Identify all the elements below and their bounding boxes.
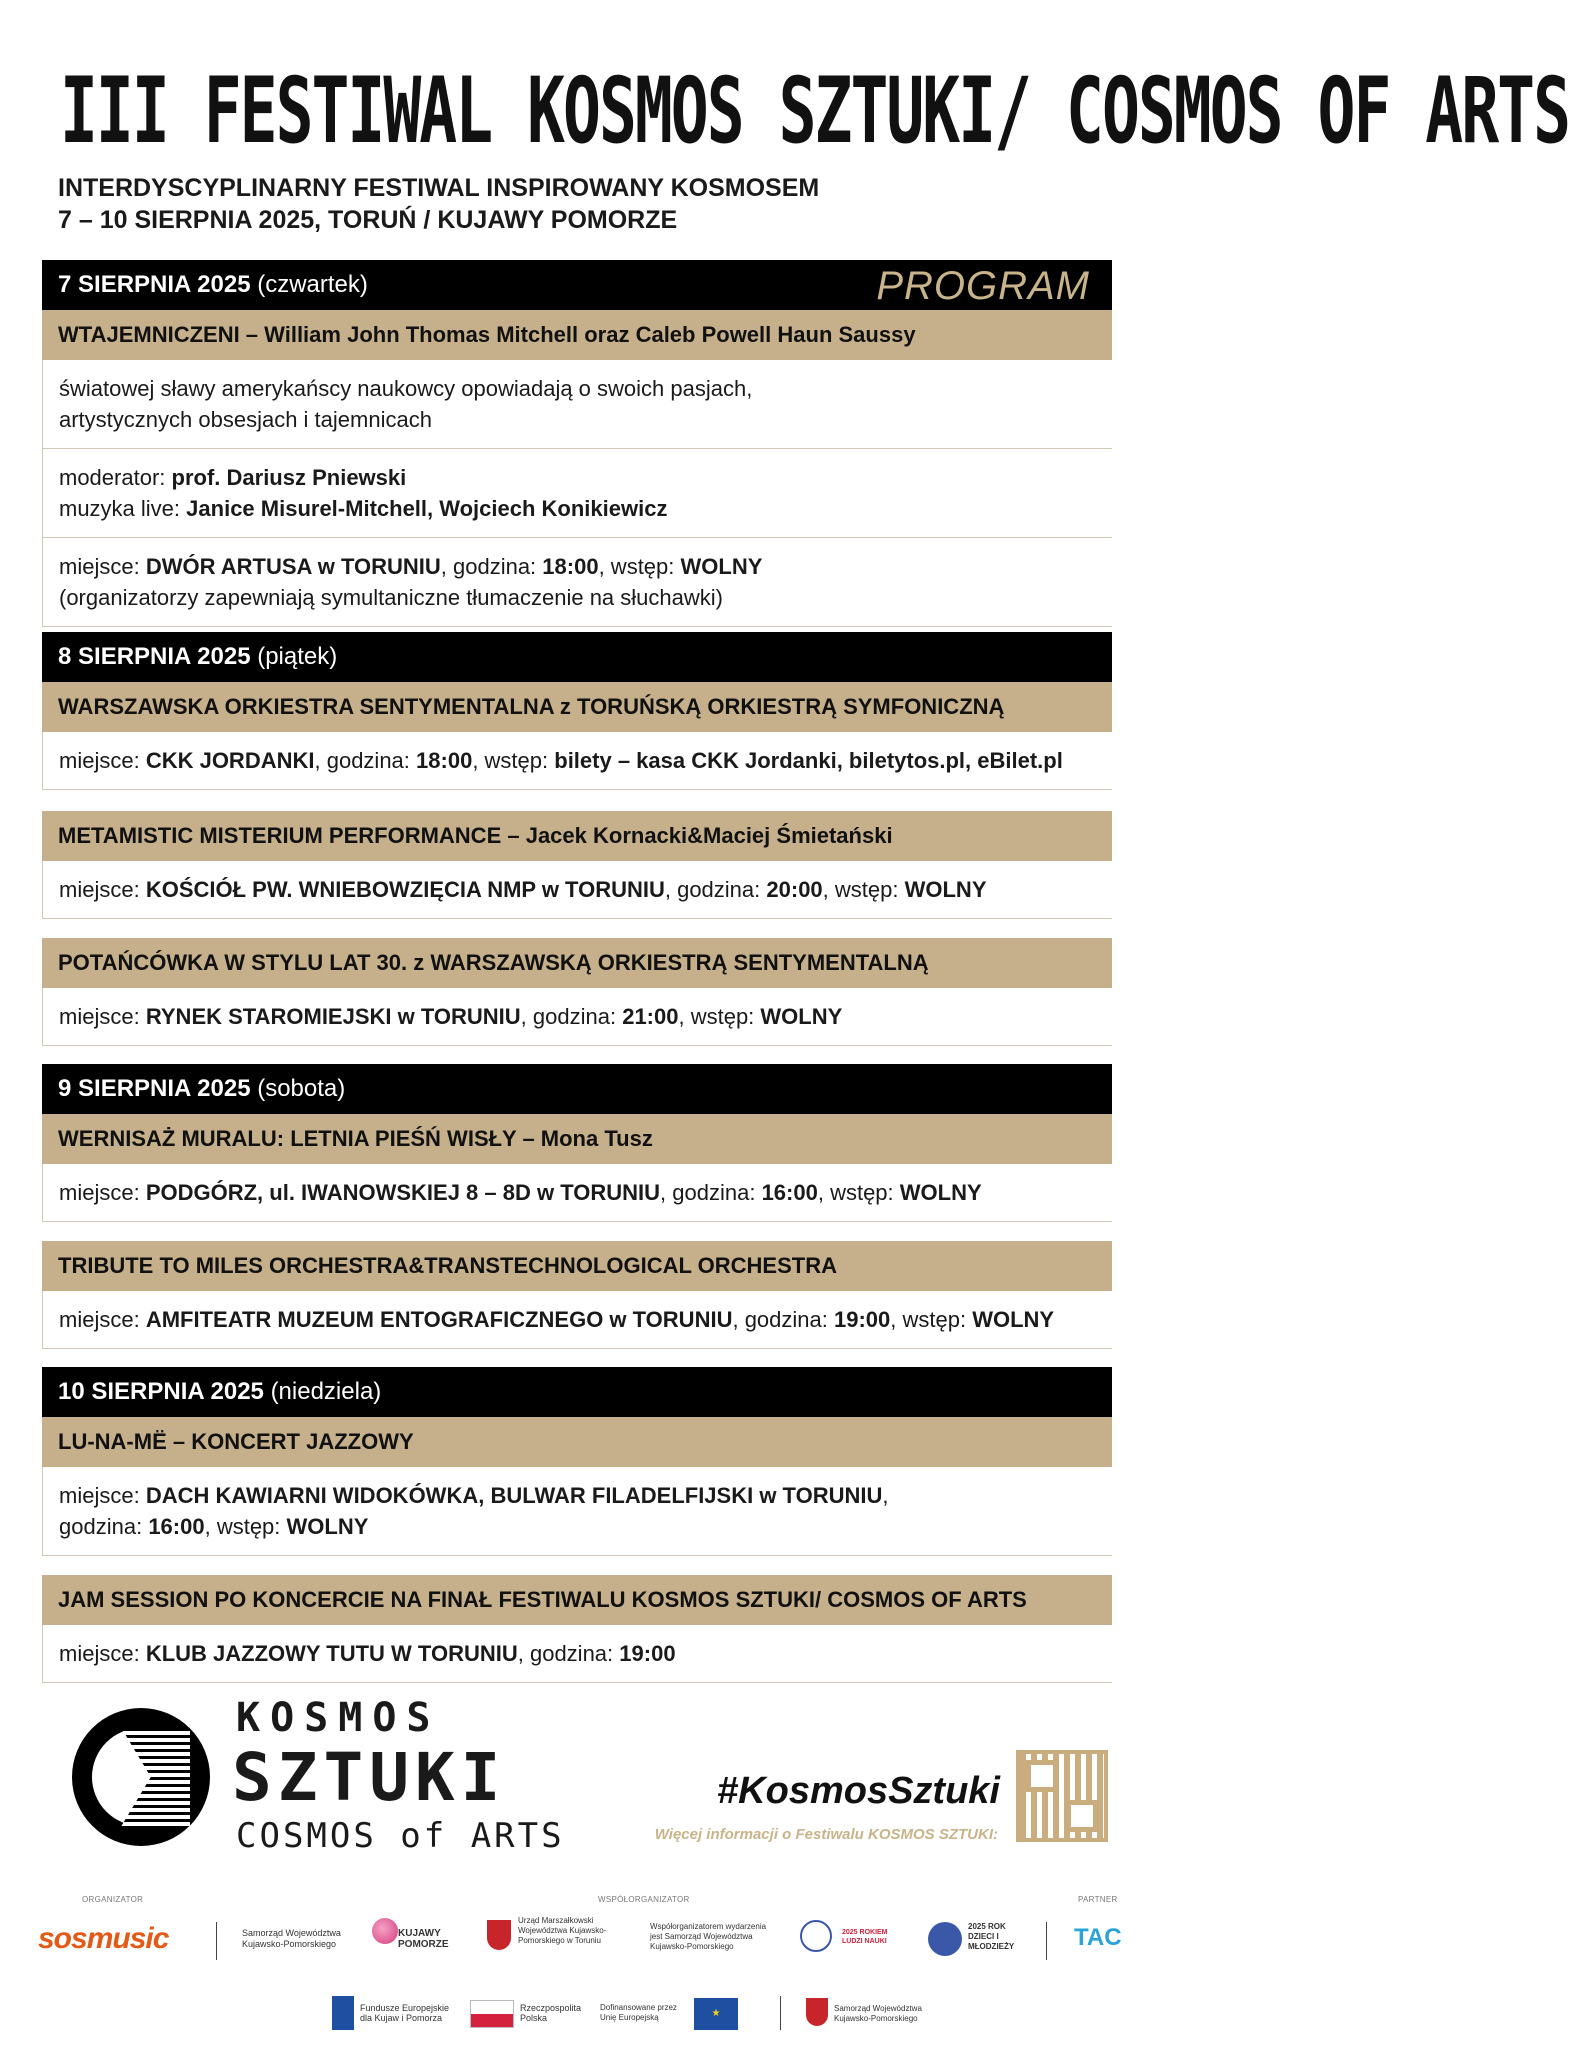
entry-label: , wstęp: — [817, 1180, 894, 1205]
event-title: TRIBUTE TO MILES ORCHESTRA&TRANSTECHNOLOGICAL ORCHESTRA — [42, 1241, 1112, 1291]
rzeczpospolita-text: Rzeczpospolita Polska — [520, 2003, 582, 2023]
event-card — [42, 938, 1112, 1046]
entry-label: , wstęp: — [822, 877, 899, 902]
time-value: 18:00 — [416, 748, 473, 773]
place-label: miejsce: — [59, 1004, 140, 1029]
tac-logo: TAC — [1074, 1924, 1122, 1951]
dofinansowane-text: Dofinansowane przez Unię Europejską — [600, 2003, 677, 2022]
event-location — [42, 1625, 1112, 1683]
place-value: KOŚCIÓŁ PW. WNIEBOWZIĘCIA NMP w TORUNIU — [145, 877, 665, 902]
organizer-label: ORGANIZATOR — [82, 1895, 144, 1904]
sosmusic-logo: sosmusic — [38, 1922, 169, 1955]
place-label: miejsce: — [59, 554, 140, 579]
entry-value: WOLNY — [760, 1004, 843, 1029]
divider — [780, 1996, 781, 2030]
music-names: Janice Misurel-Mitchell, Wojciech Konikiewicz — [186, 496, 668, 521]
coat-of-arms-icon — [806, 1998, 828, 2026]
day-date: 8 SIERPNIA 2025 — [58, 643, 251, 670]
program-label: PROGRAM — [876, 264, 1090, 308]
time-label: , godzina: — [440, 554, 537, 579]
music-line — [59, 493, 1096, 524]
coorganizer-label: WSPÓŁORGANIZATOR — [598, 1895, 690, 1904]
time-value: 19:00 — [619, 1641, 676, 1666]
event-title: WTAJEMNICZENI – William John Thomas Mitchell oraz Caleb Powell Haun Saussy — [42, 310, 1112, 360]
day-card-4 — [42, 1367, 1112, 1556]
entry-value: WOLNY — [899, 1180, 982, 1205]
event-card — [42, 1575, 1112, 1683]
entry-value: bilety – kasa CKK Jordanki, biletytos.pl, eBilet.pl — [554, 748, 1063, 773]
event-title: POTAŃCÓWKA W STYLU LAT 30. z WARSZAWSKĄ ORKIESTRĄ SENTYMENTALNĄ — [42, 938, 1112, 988]
description-line: artystycznych obsesjach i tajemnicach — [59, 407, 432, 432]
rok-dzieci-text: 2025 ROK DZIECI I MŁODZIEŻY — [968, 1922, 1015, 1951]
subtitle-line-2: 7 – 10 SIERPNIA 2025, TORUŃ / KUJAWY POMORZE — [58, 206, 678, 234]
entry-value: WOLNY — [972, 1307, 1055, 1332]
place-label: miejsce: — [59, 1180, 140, 1205]
day-date: 10 SIERPNIA 2025 — [58, 1378, 264, 1405]
time-label: , godzina: — [314, 748, 410, 773]
place-label: miejsce: — [59, 748, 140, 773]
location-line — [59, 551, 1096, 582]
partner-label: PARTNER — [1078, 1895, 1118, 1904]
day-header — [42, 1064, 1112, 1114]
event-location — [42, 1164, 1112, 1222]
place-value: KLUB JAZZOWY TUTU W TORUNIU — [145, 1641, 518, 1666]
place-label: miejsce: — [59, 877, 140, 902]
entry-value: WOLNY — [904, 877, 987, 902]
kujawy-pomorze-text: KUJAWY POMORZE — [398, 1928, 449, 1950]
festival-subtitle — [58, 172, 819, 236]
location-line — [59, 1480, 1096, 1511]
day-header — [42, 632, 1112, 682]
moderator-label: moderator: — [59, 465, 166, 490]
event-title: WARSZAWSKA ORKIESTRA SENTYMENTALNA z TORUŃSKĄ ORKIESTRĄ SYMFONICZNĄ — [42, 682, 1112, 732]
atom-icon — [800, 1920, 832, 1952]
event-title: WERNISAŻ MURALU: LETNIA PIEŚŃ WISŁY – Mona Tusz — [42, 1114, 1112, 1164]
rok-ludzi-nauki-text: 2025 ROKIEM LUDZI NAUKI — [842, 1929, 888, 1945]
time-label: , godzina: — [732, 1307, 828, 1332]
entry-label: , wstęp: — [678, 1004, 755, 1029]
time-value: 21:00 — [622, 1004, 679, 1029]
entry-value: WOLNY — [680, 554, 763, 579]
logo-word-sztuki: SZTUKI — [232, 1739, 507, 1816]
more-info-text: Więcej informacji o Festiwalu KOSMOS SZTUKI: — [654, 1826, 998, 1843]
music-label: muzyka live: — [59, 496, 181, 521]
day-weekday: (czwartek) — [257, 271, 368, 298]
place-value: RYNEK STAROMIEJSKI w TORUNIU — [145, 1004, 521, 1029]
time-value: 19:00 — [834, 1307, 891, 1332]
time-value: 16:00 — [761, 1180, 818, 1205]
hashtag: #KosmosSztuki — [717, 1770, 1000, 1812]
separator: , — [882, 1483, 889, 1508]
time-value: 16:00 — [148, 1514, 205, 1539]
day-date: 7 SIERPNIA 2025 — [58, 271, 251, 298]
time-label: , godzina: — [660, 1180, 756, 1205]
divider — [216, 1922, 217, 1960]
place-value: DACH KAWIARNI WIDOKÓWKA, BULWAR FILADELFIJSKI w TORUNIU — [145, 1483, 883, 1508]
event-title: LU-NA-MË – KONCERT JAZZOWY — [42, 1417, 1112, 1467]
day-card-3 — [42, 1064, 1112, 1222]
day-weekday: (sobota) — [257, 1075, 346, 1102]
place-value: CKK JORDANKI — [145, 748, 315, 773]
entry-label: , wstęp: — [598, 554, 675, 579]
divider — [1046, 1922, 1047, 1960]
event-location — [42, 1291, 1112, 1349]
time-label: , godzina: — [520, 1004, 617, 1029]
fundusze-text: Fundusze Europejskie dla Kujaw i Pomorza — [360, 2003, 450, 2023]
moderator-name: prof. Dariusz Pniewski — [171, 465, 407, 490]
day-card-1 — [42, 260, 1112, 627]
wspolorganizator-text: Współorganizatorem wydarzenia jest Samorząd Województwa Kujawsko-Pomorskiego — [650, 1922, 767, 1951]
fundusze-europejskie-icon — [332, 1996, 354, 2030]
samorzad-text: Samorząd Województwa Kujawsko-Pomorskiego — [242, 1928, 341, 1949]
logo-word-cosmos-of-arts: COSMOS of ARTS — [236, 1816, 565, 1856]
polish-flag-icon — [470, 2000, 514, 2028]
entry-label: , wstęp: — [204, 1514, 281, 1539]
event-title: METAMISTIC MISTERIUM PERFORMANCE – Jacek Kornacki&Maciej Śmietański — [42, 811, 1112, 861]
event-description — [42, 360, 1112, 449]
entry-value: WOLNY — [286, 1514, 369, 1539]
time-label: , godzina: — [517, 1641, 614, 1666]
entry-label: , wstęp: — [472, 748, 549, 773]
kujawy-pomorze-logo-icon — [372, 1918, 398, 1944]
place-label: miejsce: — [59, 1307, 140, 1332]
day-header — [42, 1367, 1112, 1417]
event-location — [42, 732, 1112, 790]
day-weekday: (niedziela) — [270, 1378, 382, 1405]
place-label: miejsce: — [59, 1641, 140, 1666]
event-location — [42, 538, 1112, 627]
time-line — [59, 1511, 1096, 1542]
qr-code-icon[interactable] — [1016, 1750, 1108, 1842]
samorzad-text: Samorząd Województwa Kujawsko-Pomorskiego — [834, 2004, 922, 2023]
place-value: PODGÓRZ, ul. IWANOWSKIEJ 8 – 8D w TORUNIU — [145, 1180, 661, 1205]
time-value: 20:00 — [766, 877, 823, 902]
day-date: 9 SIERPNIA 2025 — [58, 1075, 251, 1102]
logo-word-kosmos: KOSMOS — [236, 1695, 441, 1741]
translation-note: (organizatorzy zapewniają symultaniczne tłumaczenie na słuchawki) — [59, 585, 723, 610]
eu-flag-icon: ★ — [694, 1998, 738, 2030]
event-title: JAM SESSION PO KONCERCIE NA FINAŁ FESTIWALU KOSMOS SZTUKI/ COSMOS OF ARTS — [42, 1575, 1112, 1625]
event-credits — [42, 449, 1112, 538]
kosmos-logo-icon — [72, 1708, 210, 1846]
place-value: DWÓR ARTUSA w TORUNIU — [145, 554, 441, 579]
entry-label: , wstęp: — [890, 1307, 967, 1332]
description-line: światowej sławy amerykańscy naukowcy opowiadają o swoich pasjach, — [59, 376, 753, 401]
moderator-line — [59, 462, 1096, 493]
place-label: miejsce: — [59, 1483, 140, 1508]
festival-title: III FESTIWAL KOSMOS SZTUKI/ COSMOS OF ARTS — [60, 57, 1569, 164]
subtitle-line-1: INTERDYSCYPLINARNY FESTIWAL INSPIROWANY KOSMOSEM — [58, 174, 820, 202]
place-value: AMFITEATR MUZEUM ENTOGRAFICZNEGO w TORUNIU — [145, 1307, 733, 1332]
event-location — [42, 861, 1112, 919]
day-header — [42, 260, 1112, 310]
rok-dzieci-logo-icon — [928, 1922, 962, 1956]
time-label: godzina: — [59, 1514, 143, 1539]
day-card-2 — [42, 632, 1112, 790]
day-weekday: (piątek) — [257, 643, 338, 670]
event-location — [42, 988, 1112, 1046]
time-value: 18:00 — [542, 554, 599, 579]
event-card — [42, 811, 1112, 919]
coat-of-arms-icon — [487, 1920, 511, 1950]
event-location — [42, 1467, 1112, 1556]
time-label: , godzina: — [664, 877, 761, 902]
urzad-text: Urząd Marszałkowski Województwa Kujawsko-Pomorskiego w Toruniu — [518, 1916, 607, 1945]
event-card — [42, 1241, 1112, 1349]
